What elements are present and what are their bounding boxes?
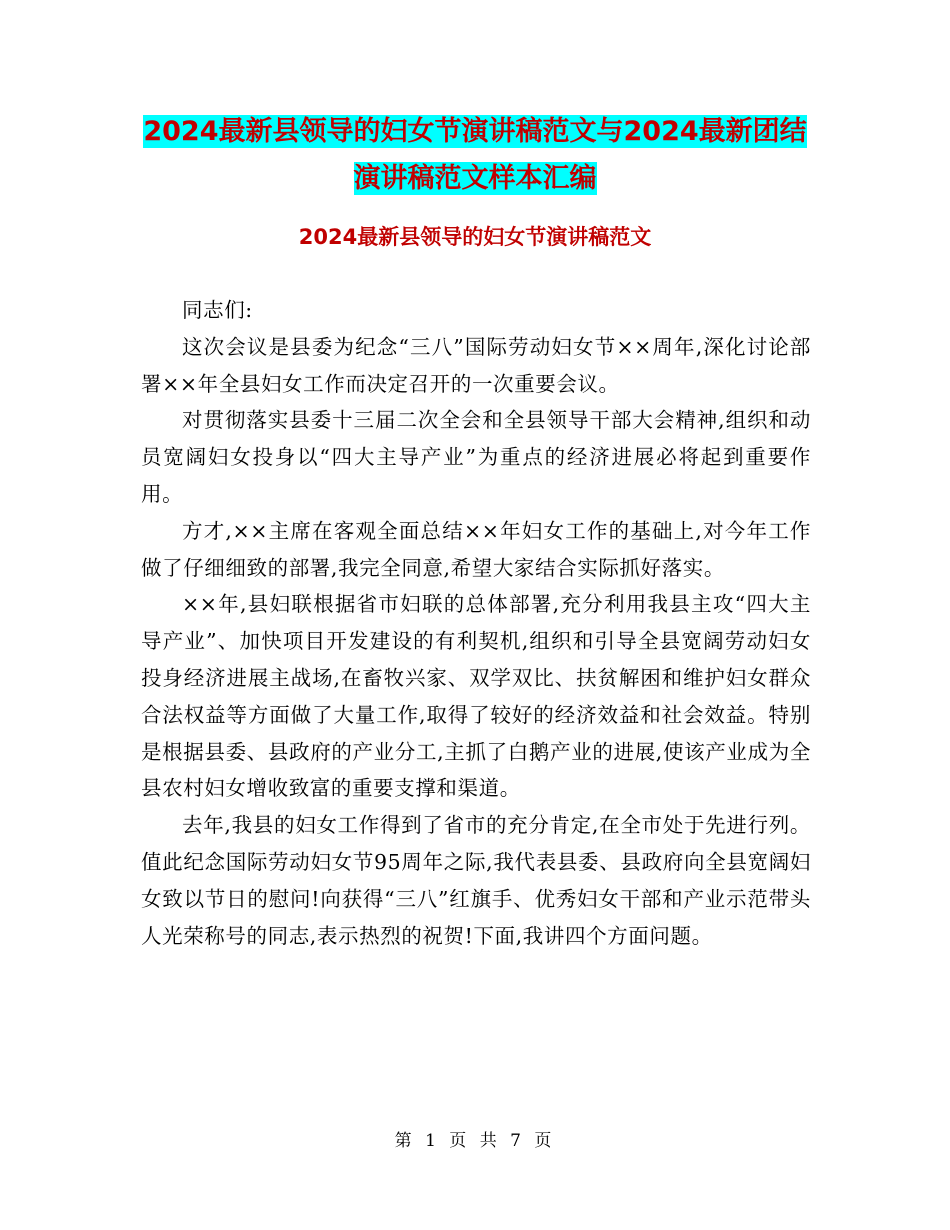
- document-title-line-1: 2024最新县领导的妇女节演讲稿范文与2024最新团结: [143, 116, 807, 147]
- paragraph: 方才,××主席在客观全面总结××年妇女工作的基础上,对今年工作做了仔细细致的部署,我完全同意,希望大家结合实际抓好落实。: [141, 518, 811, 580]
- paragraph-greeting: 同志们:: [182, 298, 253, 322]
- paragraph: ××年,县妇联根据省市妇联的总体部署,充分利用我县主攻“四大主导产业”、加快项目开发建设的有利契机,组织和引导全县宽阔劳动妇女投身经济进展主战场,在畜牧兴家、双学双比、扶贫解困和维护妇女群众合法权益等方面做了大量工作,取得了较好的经济效益和社会效益。特别是根据县委、县政府的产业分工,主抓了白鹅产业的进展,使该产业成为全县农村妇女增收致富的重要支撑和渠道。: [141, 592, 811, 801]
- body-text: [141, 292, 811, 954]
- paragraph: 这次会议是县委为纪念“三八”国际劳动妇女节××周年,深化讨论部署××年全县妇女工作而决定召开的一次重要会议。: [141, 334, 811, 396]
- document-title: [140, 108, 810, 202]
- paragraph: 去年,我县的妇女工作得到了省市的充分肯定,在全市处于先进行列。值此纪念国际劳动妇女节95周年之际,我代表县委、县政府向全县宽阔妇女致以节日的慰问!向获得“三八”红旗手、优秀妇女干部和产业示范带头人光荣称号的同志,表示热烈的祝贺!下面,我讲四个方面问题。: [141, 813, 811, 948]
- paragraph: 对贯彻落实县委十三届二次全会和全县领导干部大会精神,组织和动员宽阔妇女投身以“四大主导产业”为重点的经济进展必将起到重要作用。: [141, 408, 811, 506]
- document-title-line-2: 演讲稿范文样本汇编: [353, 163, 597, 194]
- section-title: 2024最新县领导的妇女节演讲稿范文: [298, 225, 652, 249]
- page-number-footer: 第 1 页 共 7 页: [394, 1131, 556, 1151]
